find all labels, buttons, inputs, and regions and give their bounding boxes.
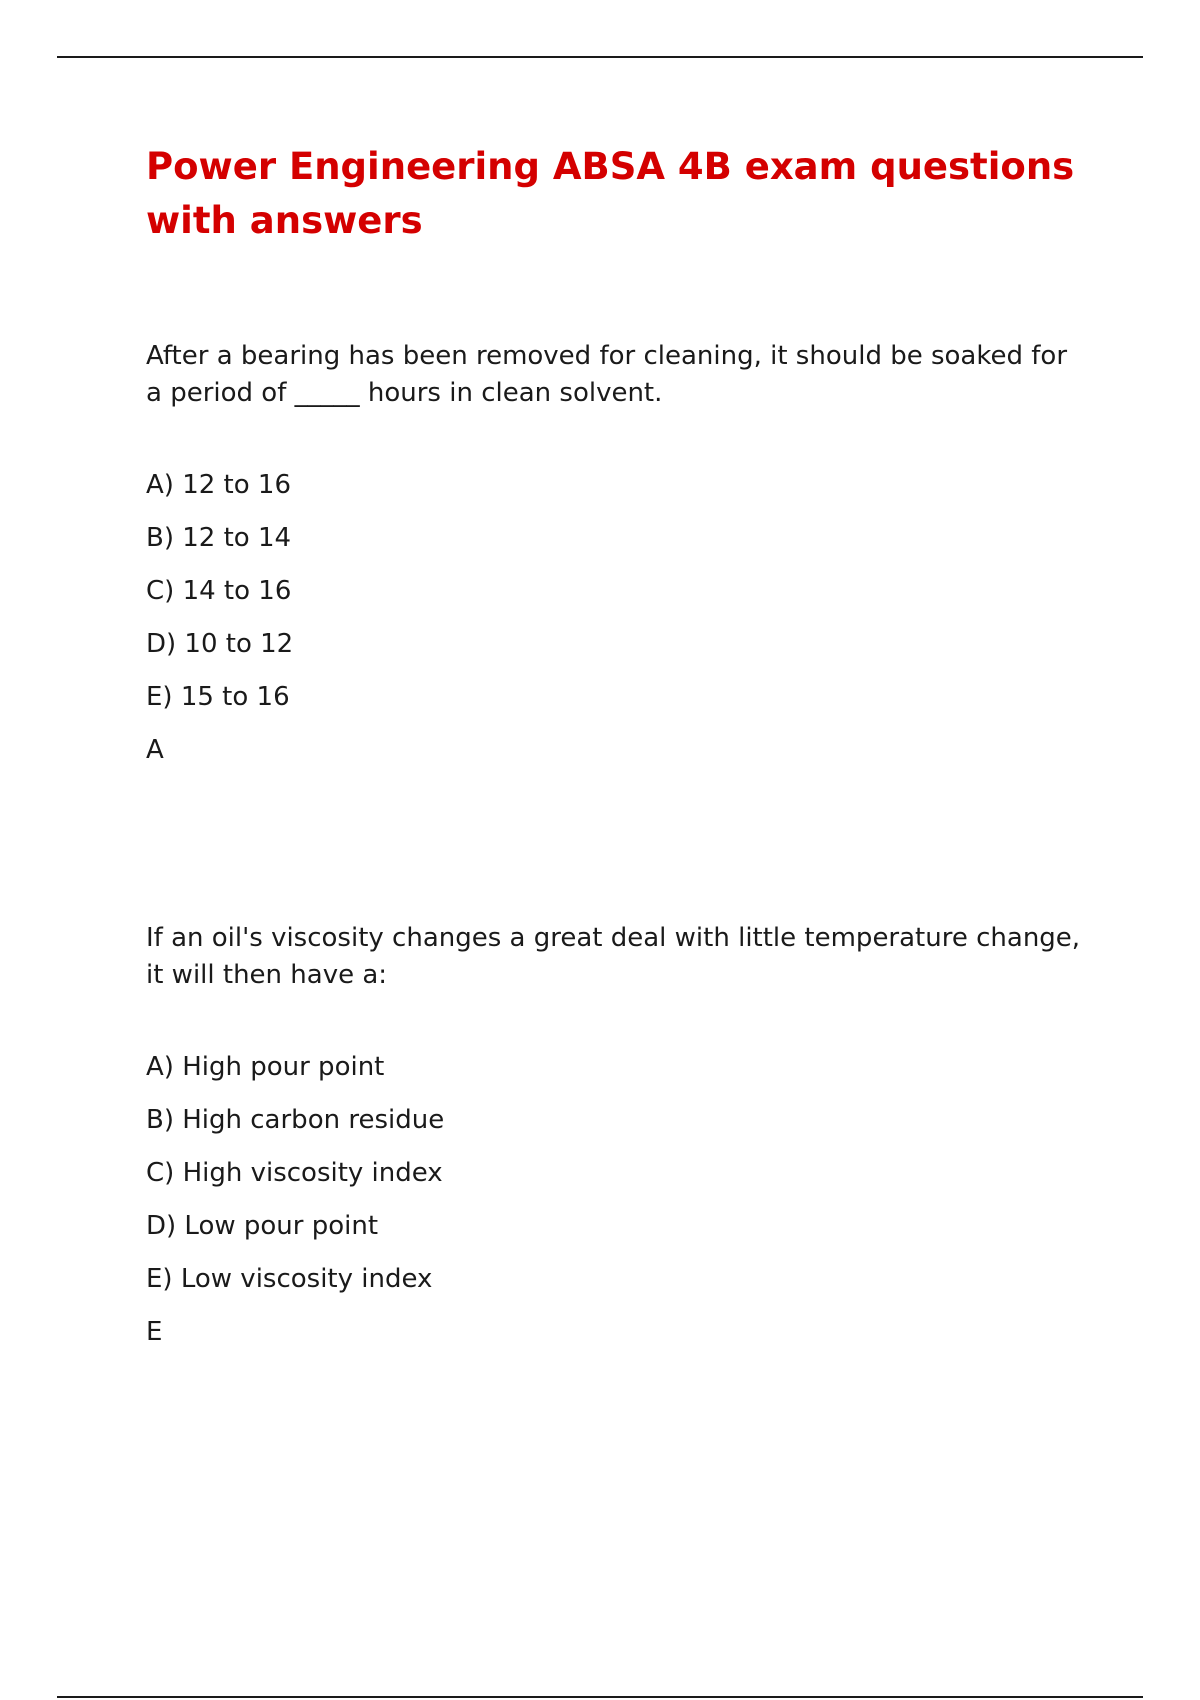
top-rule [57, 56, 1143, 58]
question-text: After a bearing has been removed for cleaning, it should be soaked for a period of _____ hours in clean solvent. [146, 341, 1068, 408]
option-c: C) 14 to 16 [146, 576, 292, 606]
option-c: C) High viscosity index [146, 1158, 443, 1188]
option-b: B) High carbon residue [146, 1105, 445, 1135]
option-b: B) 12 to 14 [146, 523, 292, 553]
option-d: D) 10 to 12 [146, 629, 294, 659]
bottom-rule [57, 1696, 1143, 1698]
answer-text: E [146, 1317, 163, 1347]
option-a: A) 12 to 16 [146, 470, 291, 500]
document-title: Power Engineering ABSA 4B exam questions with answers [146, 145, 1075, 242]
option-list [146, 469, 1086, 713]
option-list [146, 1051, 1086, 1295]
option-d: D) Low pour point [146, 1211, 379, 1241]
answer-text: A [146, 735, 164, 765]
option-e: E) Low viscosity index [146, 1264, 433, 1294]
option-a: A) High pour point [146, 1052, 385, 1082]
question-block-2 [146, 920, 1086, 1348]
question-block-1 [146, 338, 1086, 766]
question-text: If an oil's viscosity changes a great deal with little temperature change, it will then have a: [146, 923, 1081, 990]
document-body [146, 140, 1086, 1348]
option-e: E) 15 to 16 [146, 682, 290, 712]
